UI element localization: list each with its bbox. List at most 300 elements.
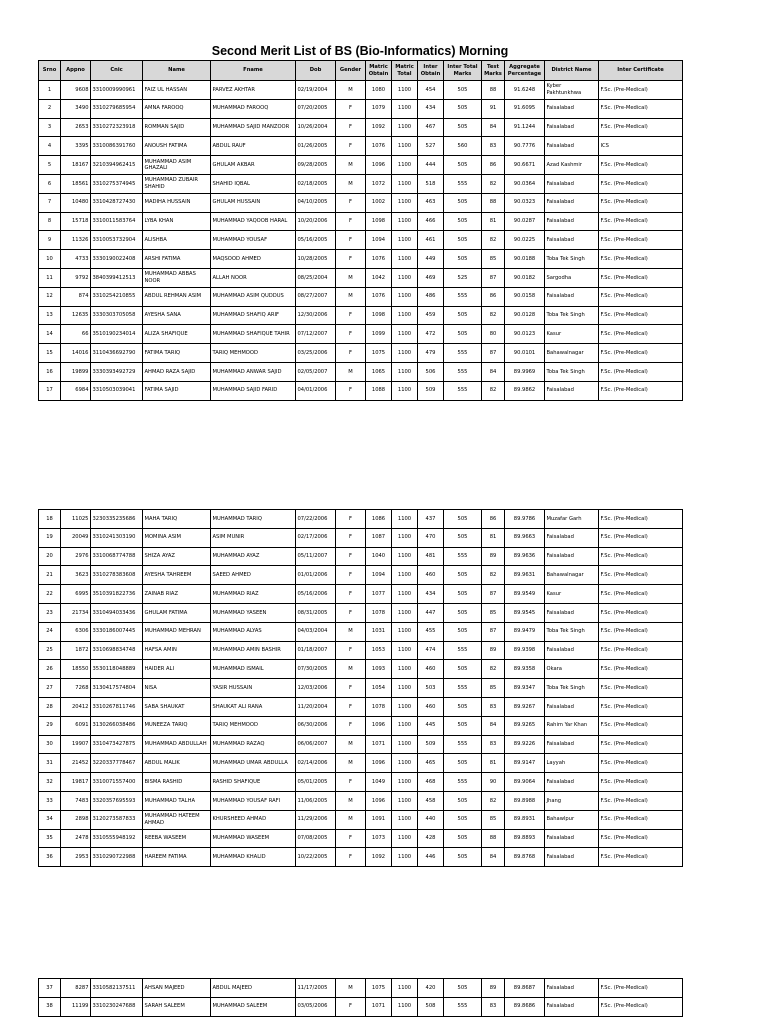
table-cell: Jhang — [545, 791, 599, 810]
table-cell: 91.6095 — [505, 99, 545, 118]
table-cell: 505 — [444, 660, 482, 679]
table-cell: 8287 — [61, 979, 91, 998]
table-cell: F.Sc. (Pre-Medical) — [599, 81, 683, 100]
table-cell: 3310068774788 — [91, 547, 143, 566]
table-cell: LYBA KHAN — [143, 212, 211, 231]
table-row — [39, 137, 683, 156]
table-cell: 3330303705058 — [91, 306, 143, 325]
table-cell: 82 — [482, 174, 505, 193]
table-cell: 3 — [39, 118, 61, 137]
table-cell: MUHAMMAD YASEEN — [211, 603, 296, 622]
merit-table-page-2 — [38, 509, 683, 867]
table-cell: 555 — [444, 381, 482, 400]
table-cell: 26 — [39, 660, 61, 679]
table-cell: 3310494033436 — [91, 603, 143, 622]
table-cell: 472 — [418, 325, 444, 344]
table-cell: SABA SHAUKAT — [143, 697, 211, 716]
table-cell: F.Sc. (Pre-Medical) — [599, 660, 683, 679]
table-cell: M — [336, 156, 366, 175]
table-cell: 3210394962415 — [91, 156, 143, 175]
table-cell: 1100 — [392, 679, 418, 698]
table-cell: 3310267811746 — [91, 697, 143, 716]
table-cell: F — [336, 566, 366, 585]
table-cell: 505 — [444, 193, 482, 212]
table-row — [39, 212, 683, 231]
table-cell: 87 — [482, 622, 505, 641]
table-cell: 505 — [444, 585, 482, 604]
table-cell: 3310272323918 — [91, 118, 143, 137]
table-cell: 3130266038486 — [91, 716, 143, 735]
table-cell: F.Sc. (Pre-Medical) — [599, 716, 683, 735]
table-row — [39, 641, 683, 660]
table-cell: 1077 — [366, 585, 392, 604]
table-cell: 66 — [61, 325, 91, 344]
table-cell: 85 — [482, 810, 505, 829]
table-cell: 505 — [444, 791, 482, 810]
table-cell: 7268 — [61, 679, 91, 698]
table-cell: 90.0158 — [505, 287, 545, 306]
table-cell: Faisalabad — [545, 979, 599, 998]
table-cell: 455 — [418, 622, 444, 641]
table-cell: 82 — [482, 791, 505, 810]
table-cell: Faisalabad — [545, 99, 599, 118]
table-cell: F.Sc. (Pre-Medical) — [599, 754, 683, 773]
table-cell: 1 — [39, 81, 61, 100]
table-cell: F — [336, 193, 366, 212]
table-cell: 1091 — [366, 810, 392, 829]
table-cell: F.Sc. (Pre-Medical) — [599, 250, 683, 269]
table-row — [39, 585, 683, 604]
table-cell: 481 — [418, 547, 444, 566]
table-cell: MUNEEZA TARIQ — [143, 716, 211, 735]
table-cell: 90.0123 — [505, 325, 545, 344]
table-cell: F — [336, 325, 366, 344]
table-cell: 19899 — [61, 362, 91, 381]
table-cell: 3230335235686 — [91, 510, 143, 529]
table-cell: 6091 — [61, 716, 91, 735]
table-cell: 18167 — [61, 156, 91, 175]
table-cell: MUHAMMAD RIAZ — [211, 585, 296, 604]
table-cell: 82 — [482, 566, 505, 585]
table-row — [39, 118, 683, 137]
table-cell: 3310275374945 — [91, 174, 143, 193]
table-cell: 81 — [482, 528, 505, 547]
table-cell: Faisalabad — [545, 231, 599, 250]
table-cell: F.Sc. (Pre-Medical) — [599, 287, 683, 306]
table-cell: 89.9358 — [505, 660, 545, 679]
table-cell: 1100 — [392, 585, 418, 604]
table-row — [39, 344, 683, 363]
table-cell: GHULAM FATIMA — [143, 603, 211, 622]
table-cell: MUHAMMAD TARIQ — [211, 510, 296, 529]
table-cell: 505 — [444, 231, 482, 250]
table-cell: 1100 — [392, 344, 418, 363]
table-row — [39, 997, 683, 1016]
table-cell: AYESHA SANA — [143, 306, 211, 325]
table-cell: 1100 — [392, 735, 418, 754]
table-cell: 03/05/2006 — [296, 997, 336, 1016]
table-cell: 12/03/2006 — [296, 679, 336, 698]
table-cell: 12635 — [61, 306, 91, 325]
table-cell: 470 — [418, 528, 444, 547]
table-cell: 449 — [418, 250, 444, 269]
table-row — [39, 810, 683, 829]
table-cell: AMNA FAROOQ — [143, 99, 211, 118]
table-cell: F — [336, 137, 366, 156]
table-cell: 3310279685954 — [91, 99, 143, 118]
table-cell: F.Sc. (Pre-Medical) — [599, 306, 683, 325]
table-cell: ALLAH NOOR — [211, 268, 296, 287]
table-cell: 1100 — [392, 997, 418, 1016]
table-cell: 1076 — [366, 250, 392, 269]
table-cell: 10480 — [61, 193, 91, 212]
table-cell: TARIQ MEHMOOD — [211, 344, 296, 363]
table-cell: 90.6671 — [505, 156, 545, 175]
table-cell: 3310503039041 — [91, 381, 143, 400]
table-cell: MUHAMMAD ISMAIL — [211, 660, 296, 679]
table-cell: F — [336, 697, 366, 716]
table-cell: SHAUKAT ALI RANA — [211, 697, 296, 716]
table-cell: 05/16/2006 — [296, 585, 336, 604]
table-cell: Toba Tek Singh — [545, 362, 599, 381]
table-cell: 89.9969 — [505, 362, 545, 381]
table-cell: Faisalabad — [545, 212, 599, 231]
table-cell: 1002 — [366, 193, 392, 212]
table-cell: 454 — [418, 81, 444, 100]
table-cell: 3330186007445 — [91, 622, 143, 641]
table-cell: 05/01/2005 — [296, 773, 336, 792]
table-cell: M — [336, 174, 366, 193]
table-cell: HAREEM FATIMA — [143, 848, 211, 867]
table-cell: Faisalabad — [545, 997, 599, 1016]
table-cell: 486 — [418, 287, 444, 306]
table-cell: F.Sc. (Pre-Medical) — [599, 735, 683, 754]
table-cell: 83 — [482, 997, 505, 1016]
table-cell: 434 — [418, 99, 444, 118]
table-cell: 2 — [39, 99, 61, 118]
table-cell: 1100 — [392, 381, 418, 400]
table-cell: 469 — [418, 268, 444, 287]
table-cell: Toba Tek Singh — [545, 250, 599, 269]
table-cell: 91.6248 — [505, 81, 545, 100]
table-cell: ARSHI FATIMA — [143, 250, 211, 269]
table-row — [39, 848, 683, 867]
table-cell: HAIDER ALI — [143, 660, 211, 679]
table-cell: M — [336, 754, 366, 773]
table-cell: 12/30/2006 — [296, 306, 336, 325]
table-cell: F.Sc. (Pre-Medical) — [599, 212, 683, 231]
table-cell: MUHAMMAD MEHRAN — [143, 622, 211, 641]
table-cell: 461 — [418, 231, 444, 250]
table-cell: 81 — [482, 212, 505, 231]
table-cell: MUHAMMAD ALYAS — [211, 622, 296, 641]
table-cell: Faisalabad — [545, 848, 599, 867]
table-cell: 1092 — [366, 118, 392, 137]
table-cell: MUHAMMAD AYAZ — [211, 547, 296, 566]
table-cell: 1100 — [392, 250, 418, 269]
table-cell: 89.9545 — [505, 603, 545, 622]
table-cell: 11/20/2004 — [296, 697, 336, 716]
table-cell: 89.9267 — [505, 697, 545, 716]
table-cell: ALISHBA — [143, 231, 211, 250]
table-row — [39, 156, 683, 175]
table-cell: F.Sc. (Pre-Medical) — [599, 997, 683, 1016]
table-cell: 465 — [418, 754, 444, 773]
table-cell: 447 — [418, 603, 444, 622]
table-cell: 1075 — [366, 979, 392, 998]
table-cell: 02/05/2007 — [296, 362, 336, 381]
table-cell: 22 — [39, 585, 61, 604]
table-cell: F — [336, 306, 366, 325]
table-cell: 1100 — [392, 754, 418, 773]
table-cell: 1100 — [392, 566, 418, 585]
table-cell: Bahawlpur — [545, 810, 599, 829]
table-cell: 460 — [418, 566, 444, 585]
table-cell: 89.9631 — [505, 566, 545, 585]
table-cell: 479 — [418, 344, 444, 363]
table-cell: 1100 — [392, 306, 418, 325]
table-cell: 505 — [444, 510, 482, 529]
table-row — [39, 754, 683, 773]
table-cell: MUHAMMAD YOUSAF RAFI — [211, 791, 296, 810]
table-cell: 10 — [39, 250, 61, 269]
table-cell: MUHAMMAD SHAFIQUE TAHIR — [211, 325, 296, 344]
table-cell: 1096 — [366, 791, 392, 810]
table-cell: 31 — [39, 754, 61, 773]
table-cell: F.Sc. (Pre-Medical) — [599, 603, 683, 622]
table-cell: 1049 — [366, 773, 392, 792]
table-cell: 90 — [482, 773, 505, 792]
table-cell: 1872 — [61, 641, 91, 660]
table-cell: ALIZA SHAFIQUE — [143, 325, 211, 344]
table-cell: 1080 — [366, 81, 392, 100]
table-cell: 09/28/2005 — [296, 156, 336, 175]
table-cell: YASIR HUSSAIN — [211, 679, 296, 698]
table-cell: 85 — [482, 250, 505, 269]
table-cell: Bahawalnagar — [545, 566, 599, 585]
table-cell: 83 — [482, 697, 505, 716]
table-cell: 505 — [444, 212, 482, 231]
table-cell: F.Sc. (Pre-Medical) — [599, 622, 683, 641]
table-cell: 04/01/2006 — [296, 381, 336, 400]
table-cell: MUHAMMAD ABDULLAH — [143, 735, 211, 754]
table-cell: 81 — [482, 754, 505, 773]
table-cell: 90.0188 — [505, 250, 545, 269]
table-cell: 3310009990961 — [91, 81, 143, 100]
table-cell: MUHAMMAD AMIN BASHIR — [211, 641, 296, 660]
table-cell: Faisalabad — [545, 697, 599, 716]
table-cell: GHULAM AKBAR — [211, 156, 296, 175]
table-cell: 458 — [418, 791, 444, 810]
table-cell: F — [336, 848, 366, 867]
table-cell: F.Sc. (Pre-Medical) — [599, 510, 683, 529]
table-cell: 505 — [444, 848, 482, 867]
table-row — [39, 528, 683, 547]
table-cell: 560 — [444, 137, 482, 156]
table-row — [39, 250, 683, 269]
table-cell: M — [336, 979, 366, 998]
table-cell: 505 — [444, 622, 482, 641]
table-row — [39, 231, 683, 250]
table-cell: SHIZA AYAZ — [143, 547, 211, 566]
table-cell: 1071 — [366, 997, 392, 1016]
table-cell: Toba Tek Singh — [545, 679, 599, 698]
table-cell: 466 — [418, 212, 444, 231]
table-cell: 555 — [444, 735, 482, 754]
table-cell: 91.1244 — [505, 118, 545, 137]
table-cell: 505 — [444, 697, 482, 716]
table-cell: 30 — [39, 735, 61, 754]
column-header: Inter Obtain — [418, 61, 444, 81]
table-cell: 89.9147 — [505, 754, 545, 773]
table-cell: 08/27/2007 — [296, 287, 336, 306]
table-cell: 02/17/2006 — [296, 528, 336, 547]
table-cell: MUHAMMAD ASIM QUDDUS — [211, 287, 296, 306]
table-cell: 38 — [39, 997, 61, 1016]
table-cell: Layyah — [545, 754, 599, 773]
table-cell: 05/11/2007 — [296, 547, 336, 566]
table-row — [39, 99, 683, 118]
table-cell: 07/22/2006 — [296, 510, 336, 529]
table-cell: 34 — [39, 810, 61, 829]
table-cell: 37 — [39, 979, 61, 998]
table-cell: 1078 — [366, 697, 392, 716]
table-cell: 11025 — [61, 510, 91, 529]
table-cell: 1100 — [392, 212, 418, 231]
table-row — [39, 660, 683, 679]
table-cell: MUHAMMAD SHAFIQ ARIF — [211, 306, 296, 325]
table-cell: 89.9663 — [505, 528, 545, 547]
table-cell: F — [336, 212, 366, 231]
table-row — [39, 603, 683, 622]
table-cell: 446 — [418, 848, 444, 867]
table-cell: F.Sc. (Pre-Medical) — [599, 566, 683, 585]
table-cell: 1100 — [392, 773, 418, 792]
table-cell: 555 — [444, 679, 482, 698]
table-cell: 1100 — [392, 603, 418, 622]
table-cell: 1040 — [366, 547, 392, 566]
table-cell: 508 — [418, 997, 444, 1016]
table-cell: 90.0364 — [505, 174, 545, 193]
table-row — [39, 81, 683, 100]
table-cell: 89.8931 — [505, 810, 545, 829]
table-cell: MUHAMMAD ANWAR SAJID — [211, 362, 296, 381]
table-cell: F.Sc. (Pre-Medical) — [599, 810, 683, 829]
table-cell: 89.9064 — [505, 773, 545, 792]
table-cell: M — [336, 660, 366, 679]
table-cell: 1100 — [392, 81, 418, 100]
table-cell: 1100 — [392, 362, 418, 381]
table-cell: 84 — [482, 362, 505, 381]
table-cell: 2653 — [61, 118, 91, 137]
table-cell: 3220337778467 — [91, 754, 143, 773]
table-cell: MUHAMMAD TALHA — [143, 791, 211, 810]
table-cell: 518 — [418, 174, 444, 193]
table-cell: F — [336, 381, 366, 400]
table-cell: 21452 — [61, 754, 91, 773]
table-row — [39, 566, 683, 585]
table-cell: 29 — [39, 716, 61, 735]
table-cell: ABDUL MALIK — [143, 754, 211, 773]
table-cell: Rahim Yar Khan — [545, 716, 599, 735]
table-cell: F — [336, 250, 366, 269]
table-cell: 3110436692790 — [91, 344, 143, 363]
table-cell: 84 — [482, 716, 505, 735]
table-cell: 7483 — [61, 791, 91, 810]
table-cell: 6306 — [61, 622, 91, 641]
table-cell: 83 — [482, 735, 505, 754]
table-cell: FATIMA SAJID — [143, 381, 211, 400]
table-cell: 7 — [39, 193, 61, 212]
table-cell: 01/26/2005 — [296, 137, 336, 156]
table-cell: F.Sc. (Pre-Medical) — [599, 118, 683, 137]
table-cell: M — [336, 622, 366, 641]
table-cell: FAIZ UL HASSAN — [143, 81, 211, 100]
table-cell: 07/20/2005 — [296, 99, 336, 118]
table-cell: 509 — [418, 381, 444, 400]
table-cell: M — [336, 791, 366, 810]
table-cell: F — [336, 829, 366, 848]
table-cell: 6995 — [61, 585, 91, 604]
table-cell: 24 — [39, 622, 61, 641]
table-cell: MUHAMMAD WASEEM — [211, 829, 296, 848]
table-cell: 89.9347 — [505, 679, 545, 698]
table-cell: MUHAMMAD ABBAS NOOR — [143, 268, 211, 287]
table-cell: 1100 — [392, 528, 418, 547]
merit-table-page-3 — [38, 978, 683, 1017]
table-cell: Bahawalnagar — [545, 344, 599, 363]
table-cell: M — [336, 735, 366, 754]
table-cell: MAQSOOD AHMED — [211, 250, 296, 269]
table-cell: 14016 — [61, 344, 91, 363]
table-cell: ABDUL MAJEED — [211, 979, 296, 998]
table-cell: 1075 — [366, 344, 392, 363]
table-cell: M — [336, 810, 366, 829]
table-cell: MUHAMMAD YAQOOB HARAL — [211, 212, 296, 231]
table-cell: F.Sc. (Pre-Medical) — [599, 829, 683, 848]
table-cell: MUHAMMAD RAZAQ — [211, 735, 296, 754]
table-cell: 15718 — [61, 212, 91, 231]
table-cell: MUHAMMAD HATEEM AHMAD — [143, 810, 211, 829]
table-cell: 505 — [444, 156, 482, 175]
table-cell: 6984 — [61, 381, 91, 400]
table-cell: 1071 — [366, 735, 392, 754]
table-cell: 80 — [482, 325, 505, 344]
table-cell: Faisalabad — [545, 603, 599, 622]
table-cell: F — [336, 231, 366, 250]
table-row — [39, 547, 683, 566]
table-cell: F.Sc. (Pre-Medical) — [599, 641, 683, 660]
table-cell: 3310071557400 — [91, 773, 143, 792]
table-cell: F.Sc. (Pre-Medical) — [599, 979, 683, 998]
table-cell: 1100 — [392, 231, 418, 250]
table-cell: 90.0323 — [505, 193, 545, 212]
column-header: Name — [143, 61, 211, 81]
table-cell: 1100 — [392, 287, 418, 306]
table-cell: 89.8988 — [505, 791, 545, 810]
table-cell: 20412 — [61, 697, 91, 716]
table-cell: 87 — [482, 268, 505, 287]
table-cell: Faisalabad — [545, 287, 599, 306]
table-cell: 1098 — [366, 306, 392, 325]
table-cell: MUHAMMAD ASIM GHAZALI — [143, 156, 211, 175]
table-cell: 36 — [39, 848, 61, 867]
table-cell: GHULAM HUSSAIN — [211, 193, 296, 212]
table-cell: 1088 — [366, 381, 392, 400]
table-cell: 444 — [418, 156, 444, 175]
table-cell: F — [336, 716, 366, 735]
table-cell: F.Sc. (Pre-Medical) — [599, 344, 683, 363]
